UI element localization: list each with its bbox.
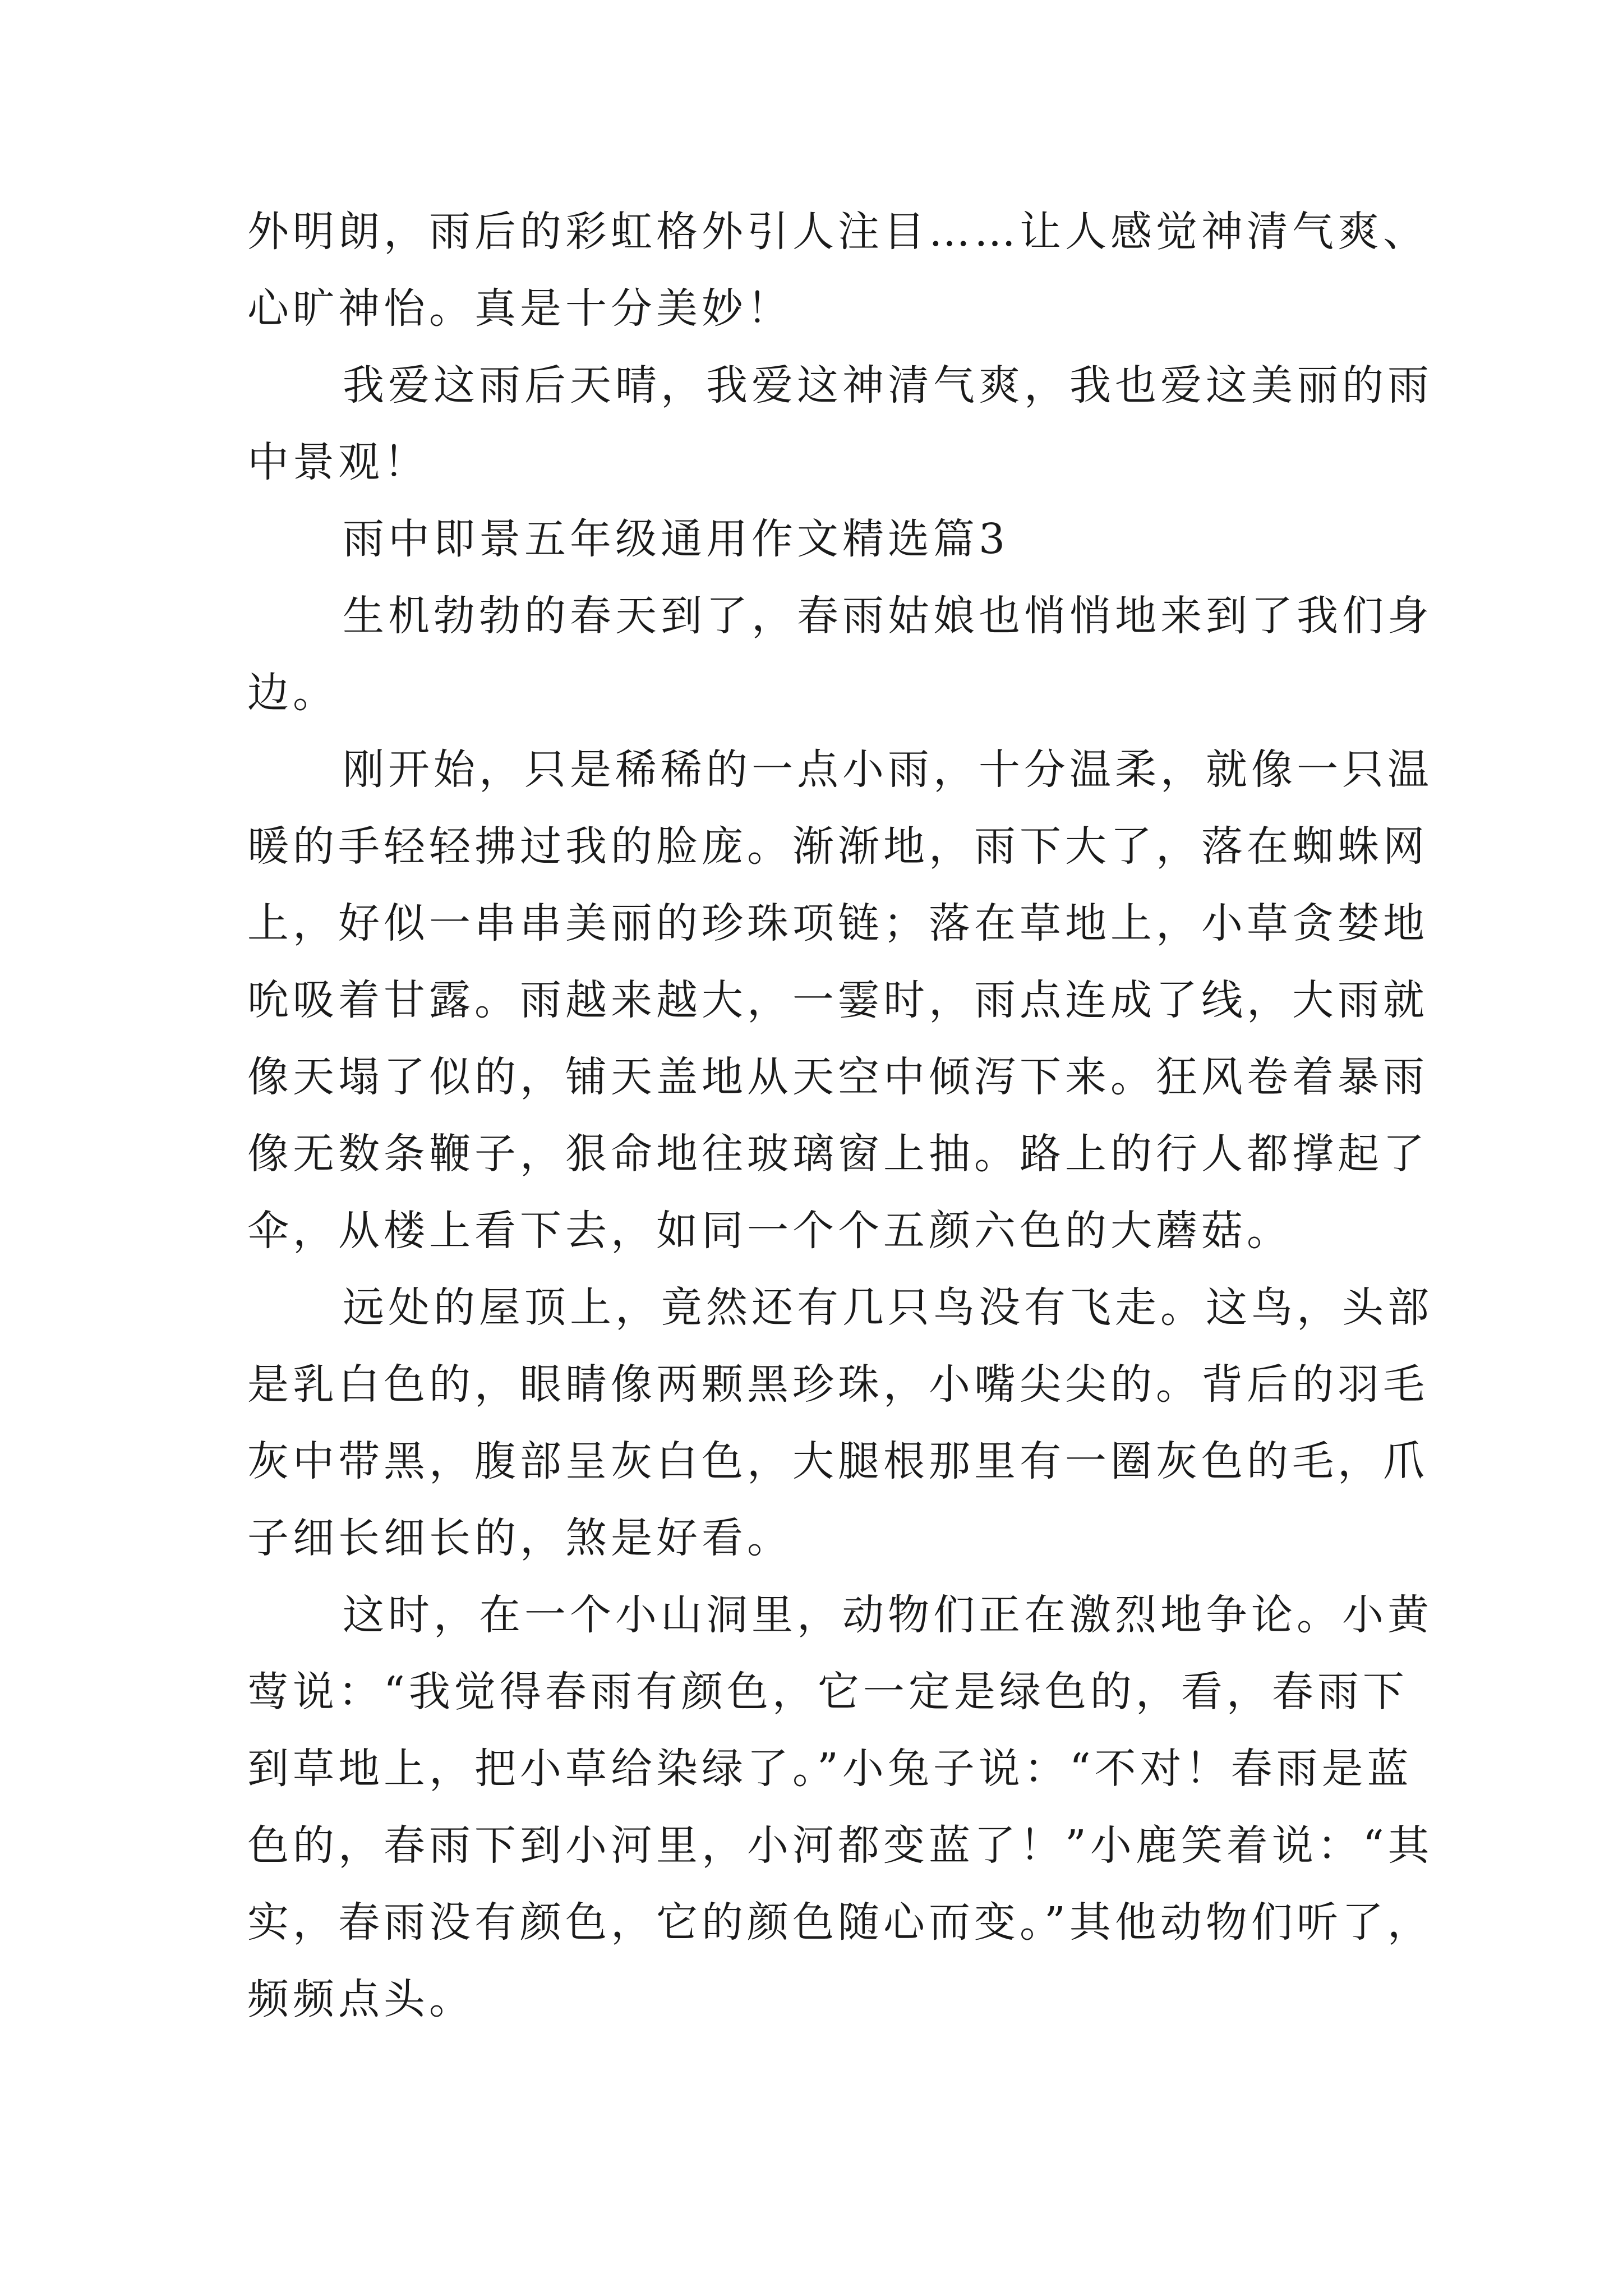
text-line: 莺说：“我觉得春雨有颜色，它一定是绿色的，看，春雨下 [247,1668,1408,1716]
text-line: 伞，从楼上看下去，如同一个个五颜六色的大蘑菇。 [247,1207,1292,1255]
text-line: 到草地上，把小草给染绿了。”小兔子说：“不对！春雨是蓝 [247,1745,1413,1793]
text-line: 色的，春雨下到小河里，小河都变蓝了！”小鹿笑着说：“其 [247,1821,1433,1870]
text-line: 中景观！ [247,438,429,486]
text-line: 边。 [247,669,338,717]
text-line: 像天塌了似的，铺天盖地从天空中倾泻下来。狂风卷着暴雨 [247,1053,1428,1101]
text-line: 实，春雨没有颜色，它的颜色随心而变。”其他动物们听了， [247,1898,1433,1947]
text-line: 像无数条鞭子，狠命地往玻璃窗上抽。路上的行人都撑起了 [247,1130,1428,1178]
text-line: 灰中带黑，腹部呈灰白色，大腿根那里有一圈灰色的毛，爪 [247,1437,1428,1485]
text-line: 外明朗，雨后的彩虹格外引人注目……让人感觉神清气爽、 [247,208,1428,256]
text-line: 吮吸着甘露。雨越来越大，一霎时，雨点连成了线，大雨就 [247,976,1428,1024]
section-title: 雨中即景五年级通用作文精选篇3 [343,515,1009,563]
text-line: 暖的手轻轻拂过我的脸庞。渐渐地，雨下大了，落在蜘蛛网 [247,822,1428,871]
text-line: 上，好似一串串美丽的珍珠项链；落在草地上，小草贪婪地 [247,899,1428,947]
text-line: 频频点头。 [247,1975,474,2023]
document-body [247,194,1433,2038]
paragraph-first-line: 刚开始，只是稀稀的一点小雨，十分温柔，就像一只温 [343,746,1433,794]
text-line: 子细长细长的，煞是好看。 [247,1514,792,1562]
text-line: 心旷神怡。真是十分美妙！ [247,284,792,333]
paragraph-first-line: 生机勃勃的春天到了，春雨姑娘也悄悄地来到了我们身 [343,592,1433,640]
text-line: 是乳白色的，眼睛像两颗黑珍珠，小嘴尖尖的。背后的羽毛 [247,1360,1428,1409]
paragraph-first-line: 远处的屋顶上，竟然还有几只鸟没有飞走。这鸟，头部 [343,1283,1433,1332]
paragraph-first-line: 我爱这雨后天晴，我爱这神清气爽，我也爱这美丽的雨 [343,361,1433,409]
paragraph-first-line: 这时，在一个小山洞里，动物们正在激烈地争论。小黄 [343,1591,1433,1639]
